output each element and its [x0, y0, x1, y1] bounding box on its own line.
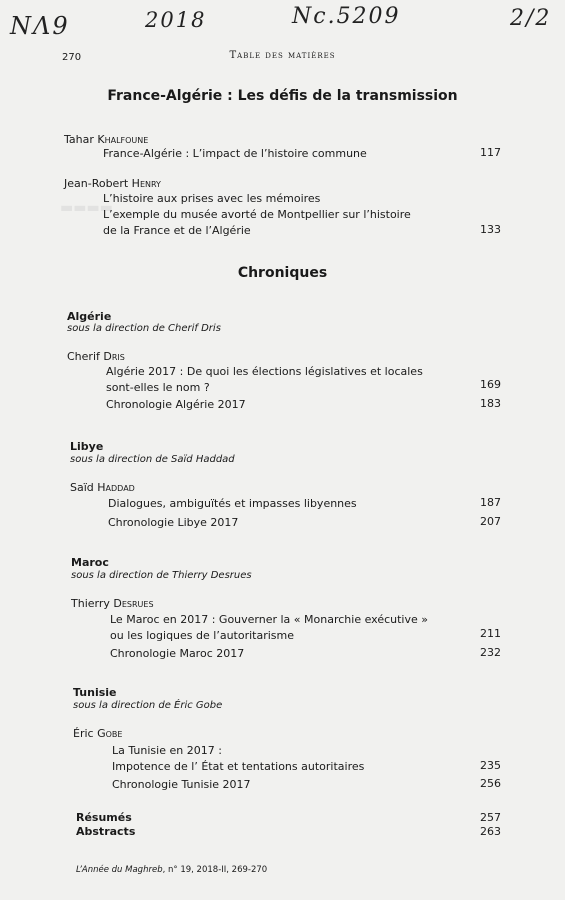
- region-algerie: Algérie: [67, 310, 112, 323]
- show-through: ▬▬▬▬: [60, 200, 113, 216]
- handwritten-catalog-note: Nc.5209: [292, 4, 401, 29]
- abstracts-label: Abstracts: [76, 825, 136, 838]
- resumes-page: 257: [480, 811, 501, 824]
- author-gobe: Éric Gobe: [73, 727, 123, 740]
- author-dris: Cherif Dris: [67, 350, 125, 363]
- entry-page: 207: [480, 515, 501, 528]
- running-head: Table des matières: [229, 50, 336, 61]
- entry-page: 232: [480, 646, 501, 659]
- entry-page: 169: [480, 378, 501, 391]
- entry-title: Algérie 2017 : De quoi les élections législatives et locales sont-elles le nom ?: [106, 365, 423, 394]
- handwritten-part-note: 2/2: [510, 6, 552, 31]
- abstracts-page: 263: [480, 825, 501, 838]
- citation-footer: L’Année du Maghreb, n° 19, 2018-II, 269-270: [76, 865, 268, 875]
- region-direction: sous la direction de Éric Gobe: [73, 700, 223, 711]
- region-maroc: Maroc: [71, 556, 109, 569]
- handwritten-volume-note: NΛ9: [10, 12, 70, 40]
- entry-page: 133: [480, 223, 501, 236]
- entry-title: L’histoire aux prises avec les mémoires L’exemple du musée avorté de Montpellier sur l’histoire de la France et de l’Algérie: [103, 192, 411, 237]
- author-khalfoune: Tahar Khalfoune: [64, 133, 149, 146]
- page-number: 270: [62, 52, 82, 63]
- region-direction: sous la direction de Thierry Desrues: [71, 570, 252, 581]
- author-henry: Jean-Robert Henry: [64, 177, 161, 190]
- entry-page: 211: [480, 627, 501, 640]
- region-direction: sous la direction de Cherif Dris: [67, 323, 221, 334]
- entry-title: France-Algérie : L’impact de l’histoire commune: [103, 147, 367, 160]
- entry-page: 235: [480, 759, 501, 772]
- entry-title: Le Maroc en 2017 : Gouverner la « Monarchie exécutive » ou les logiques de l’autoritarisme: [110, 613, 428, 642]
- entry-page: 187: [480, 496, 501, 509]
- region-libye: Libye: [70, 440, 104, 453]
- author-desrues: Thierry Desrues: [71, 597, 154, 610]
- entry-page: 256: [480, 777, 501, 790]
- region-direction: sous la direction de Saïd Haddad: [70, 454, 235, 465]
- entry-page: 183: [480, 397, 501, 410]
- entry-title: Dialogues, ambiguïtés et impasses libyennes: [108, 497, 357, 510]
- entry-title: Chronologie Maroc 2017: [110, 647, 245, 660]
- entry-title: Chronologie Tunisie 2017: [112, 778, 251, 791]
- entry-title: Chronologie Algérie 2017: [106, 398, 246, 411]
- entry-title: Chronologie Libye 2017: [108, 516, 239, 529]
- author-haddad: Saïd Haddad: [70, 481, 135, 494]
- section-title-france-algerie: France-Algérie : Les défis de la transmission: [107, 88, 458, 104]
- resumes-label: Résumés: [76, 811, 132, 824]
- entry-page: 117: [480, 146, 501, 159]
- region-tunisie: Tunisie: [73, 686, 117, 699]
- entry-title: La Tunisie en 2017 : Impotence de l’ État et tentations autoritaires: [112, 744, 365, 773]
- handwritten-year-note: 2018: [145, 8, 207, 32]
- section-title-chroniques: Chroniques: [237, 265, 328, 281]
